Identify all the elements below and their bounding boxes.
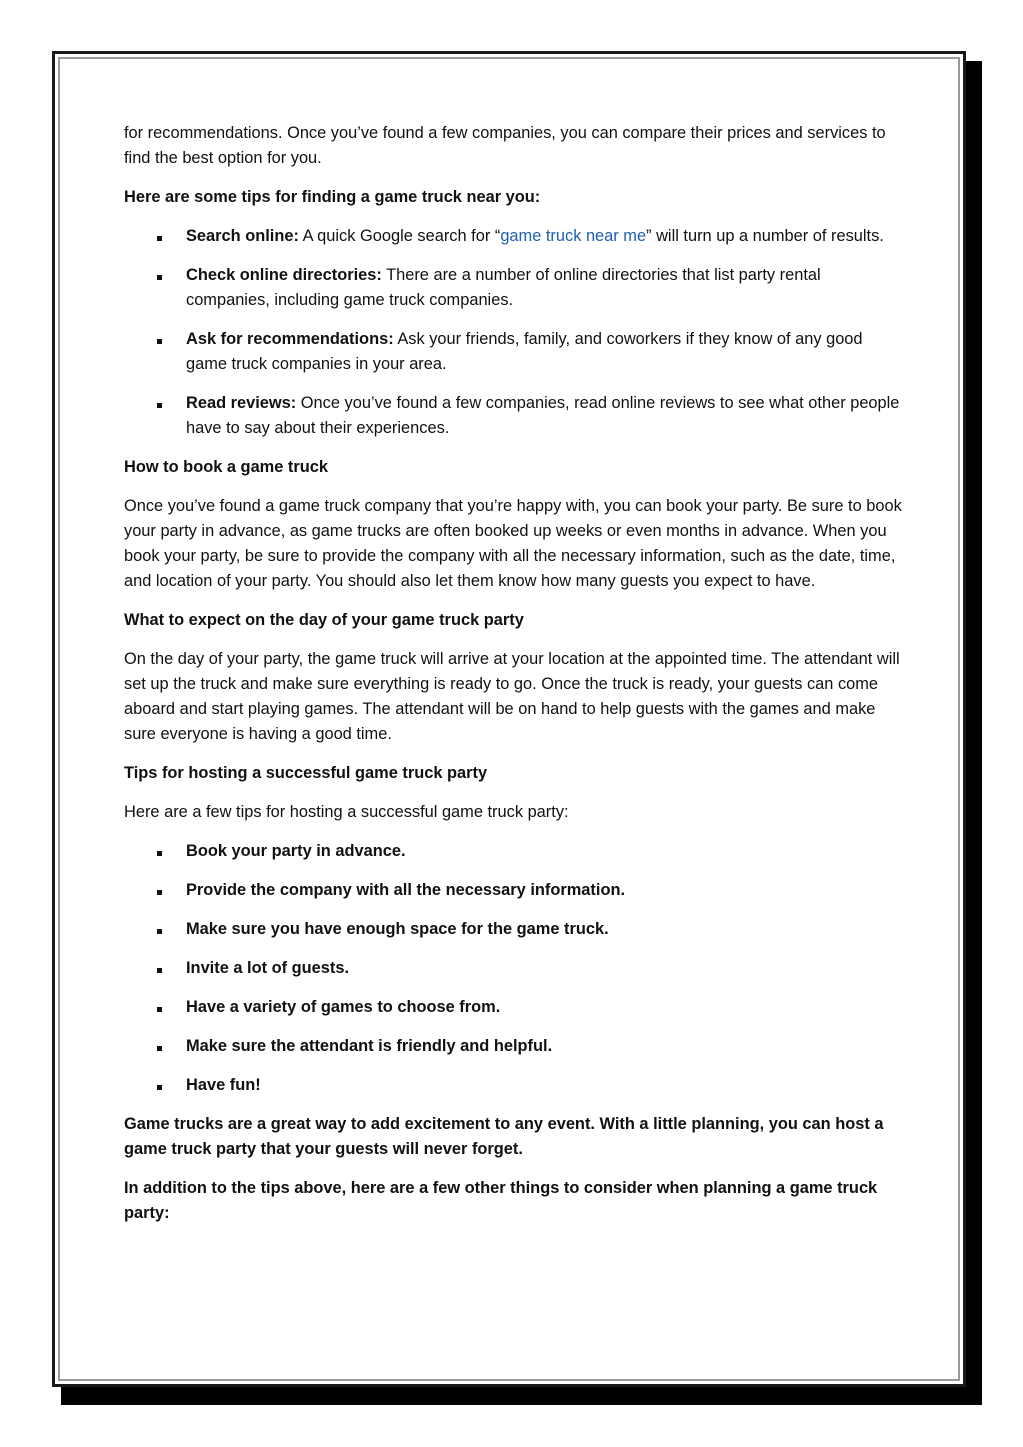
bullet-icon [157,236,162,241]
hosting-tip: Book your party in advance. [186,842,406,860]
bullet-icon [157,929,162,934]
list-item [124,1034,904,1059]
tip-lead: Search online: [186,227,299,245]
list-item [124,995,904,1020]
list-item [124,839,904,864]
hosting-tip: Make sure you have enough space for the game truck. [186,920,609,938]
closing-paragraph: Game trucks are a great way to add excitement to any event. With a little planning, you can host a game truck party that your guests will never forget. [124,1115,884,1158]
day-heading: What to expect on the day of your game truck party [124,611,524,629]
bullet-icon [157,275,162,280]
list-item [124,327,904,377]
bullet-icon [157,851,162,856]
bullet-icon [157,1085,162,1090]
list-item [124,917,904,942]
addition-paragraph: In addition to the tips above, here are a few other things to consider when planning a game truck party: [124,1179,878,1222]
hosting-tip: Have fun! [186,1076,261,1094]
document-content [124,121,904,1240]
game-truck-near-me-link[interactable]: game truck near me [500,227,647,245]
hosting-tip: Make sure the attendant is friendly and helpful. [186,1037,553,1055]
finding-tips-list [124,224,904,441]
bullet-icon [157,890,162,895]
bullet-icon [157,1046,162,1051]
bullet-icon [157,968,162,973]
tip-text: Ask your friends, family, and coworkers if they know of any good game truck companies in your area. [186,330,863,373]
tip-text: Once you’ve found a few companies, read online reviews to see what other people have to say about their experiences. [186,394,900,437]
tip-text: A quick Google search for “ [298,227,501,245]
bullet-icon [157,403,162,408]
book-heading: How to book a game truck [124,458,329,476]
list-item [124,956,904,981]
list-item [124,1073,904,1098]
tip-lead: Ask for recommendations: [186,330,394,348]
tip-lead: Check online directories: [186,266,382,284]
day-paragraph: On the day of your party, the game truck will arrive at your location at the appointed time. The attendant will set up the truck and make sure everything is ready to go. Once the truck is ready, your guests can come aboard and start playing games. The attendant will be on hand to help guests with the games and make sure everyone is having a good time. [124,650,900,743]
list-item [124,263,904,313]
bullet-icon [157,339,162,344]
bullet-icon [157,1007,162,1012]
list-item [124,224,904,249]
book-paragraph: Once you’ve found a game truck company that you’re happy with, you can book your party. Be sure to book your party in advance, as game trucks are often booked up weeks or even months in advance. When you book your party, be sure to provide the company with all the necessary information, such as the date, time, and location of your party. You should also let them know how many guests you expect to have. [124,497,902,590]
hosting-tip: Provide the company with all the necessary information. [186,881,626,899]
hosting-tips-list [124,839,904,1098]
finding-tips-heading: Here are some tips for finding a game truck near you: [124,188,541,206]
tip-lead: Read reviews: [186,394,297,412]
hosting-tip: Have a variety of games to choose from. [186,998,501,1016]
hosting-intro: Here are a few tips for hosting a successful game truck party: [124,803,569,821]
intro-paragraph: for recommendations. Once you’ve found a few companies, you can compare their prices and services to find the best option for you. [124,124,886,167]
tip-text: There are a number of online directories that list party rental companies, including game truck companies. [186,266,821,309]
list-item [124,878,904,903]
tip-text: ” will turn up a number of results. [646,227,884,245]
list-item [124,391,904,441]
hosting-tip: Invite a lot of guests. [186,959,350,977]
hosting-heading: Tips for hosting a successful game truck party [124,764,488,782]
